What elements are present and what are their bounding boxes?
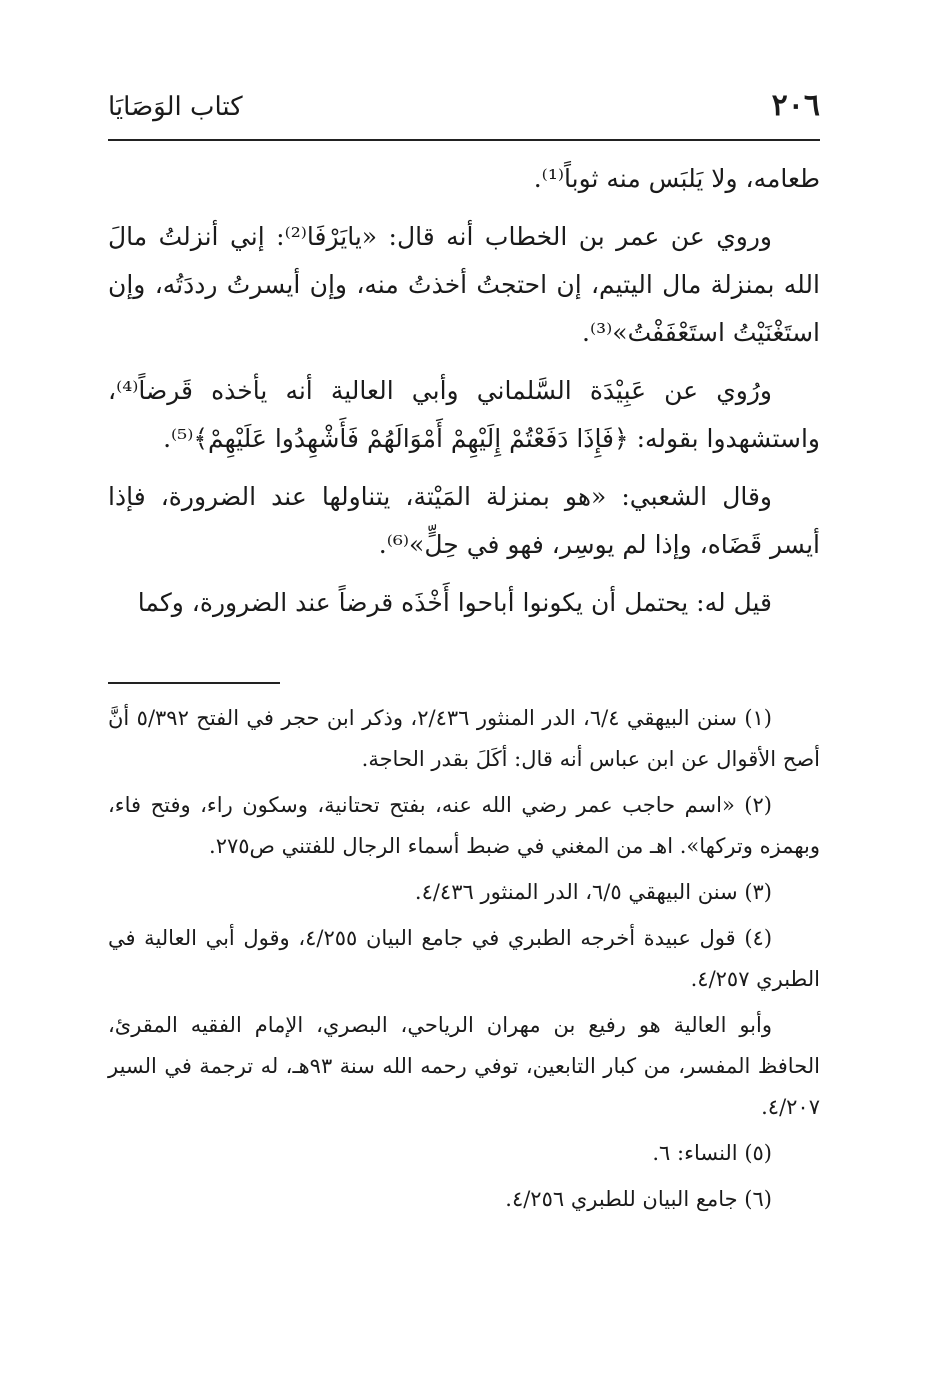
body-paragraph: وروي عن عمر بن الخطاب أنه قال: «يايَرْفَا⁽²⁾: إني أنزلتُ مالَ الله بمنزلة مال اليتيم، إن احتجتُ أخذتُ منه، وإن أيسرتُ رددَتُه، وإن استَغْنَيْتُ استَعْفَفْتُ»⁽³⁾.	[108, 222, 820, 347]
header-divider	[108, 139, 820, 141]
footnote-6: (٦) جامع البيان للطبري ٤/٢٥٦.	[505, 1187, 772, 1211]
footnote-4-continuation: وأبو العالية هو رفيع بن مهران الرياحي، البصري، الإمام الفقيه المقرئ، الحافظ المفسر، من كبار التابعين، توفي رحمه الله سنة ٩٣هـ، له ترجمة في السير ٤/٢٠٧.	[108, 1013, 820, 1119]
footnote-4: (٤) قول عبيدة أخرجه الطبري في جامع البيان ٤/٢٥٥، وقول أبي العالية في الطبري ٤/٢٥٧.	[108, 926, 820, 991]
footnote-3: (٣) سنن البيهقي ٦/٥، الدر المنثور ٤/٤٣٦.	[414, 880, 772, 904]
footnote-5: (٥) النساء: ٦.	[652, 1141, 772, 1165]
footnote-2: (٢) «اسم حاجب عمر رضي الله عنه، بفتح تحتانية، وسكون راء، وفتح فاء، وبهمزه وتركها». اهـ من المغني في ضبط أسماء الرجال للفتني ص٢٧٥.	[108, 793, 820, 858]
body-paragraph: طعامه، ولا يَلبَس منه ثوباً⁽¹⁾.	[533, 164, 820, 193]
footnote-divider	[108, 682, 280, 684]
body-paragraph: قيل له: يحتمل أن يكونوا أباحوا أَخْذَه قرضاً عند الضرورة، وكما	[137, 588, 772, 617]
body-paragraph: ورُوي عن عَبِيْدَة السَّلماني وأبي العالية أنه يأخذه قَرضاً⁽⁴⁾، واستشهدوا بقوله: ﴿فَإِذَا دَفَعْتُمْ إِلَيْهِمْ أَمْوَالَهُمْ فَأَشْهِدُوا عَلَيْهِمْ﴾⁽⁵⁾.	[108, 376, 820, 453]
main-text	[108, 155, 820, 637]
page-header	[108, 88, 820, 134]
running-title: كتاب الوَصَايَا	[108, 92, 243, 122]
footnote-1: (١) سنن البيهقي ٦/٤، الدر المنثور ٢/٤٣٦، وذكر ابن حجر في الفتح ٥/٣٩٢ أنَّ أصح الأقوال عن ابن عباس أنه قال: أكَلَ بقدر الحاجة.	[108, 706, 820, 771]
footnotes	[108, 698, 820, 1225]
body-paragraph: وقال الشعبي: «هو بمنزلة المَيْتة، يتناولها عند الضرورة، فإذا أيسر قَضَاه، وإذا لم يوسِر، فهو في حِلٍّ»⁽⁶⁾.	[108, 482, 820, 559]
page-number: ٢٠٦	[771, 88, 820, 123]
